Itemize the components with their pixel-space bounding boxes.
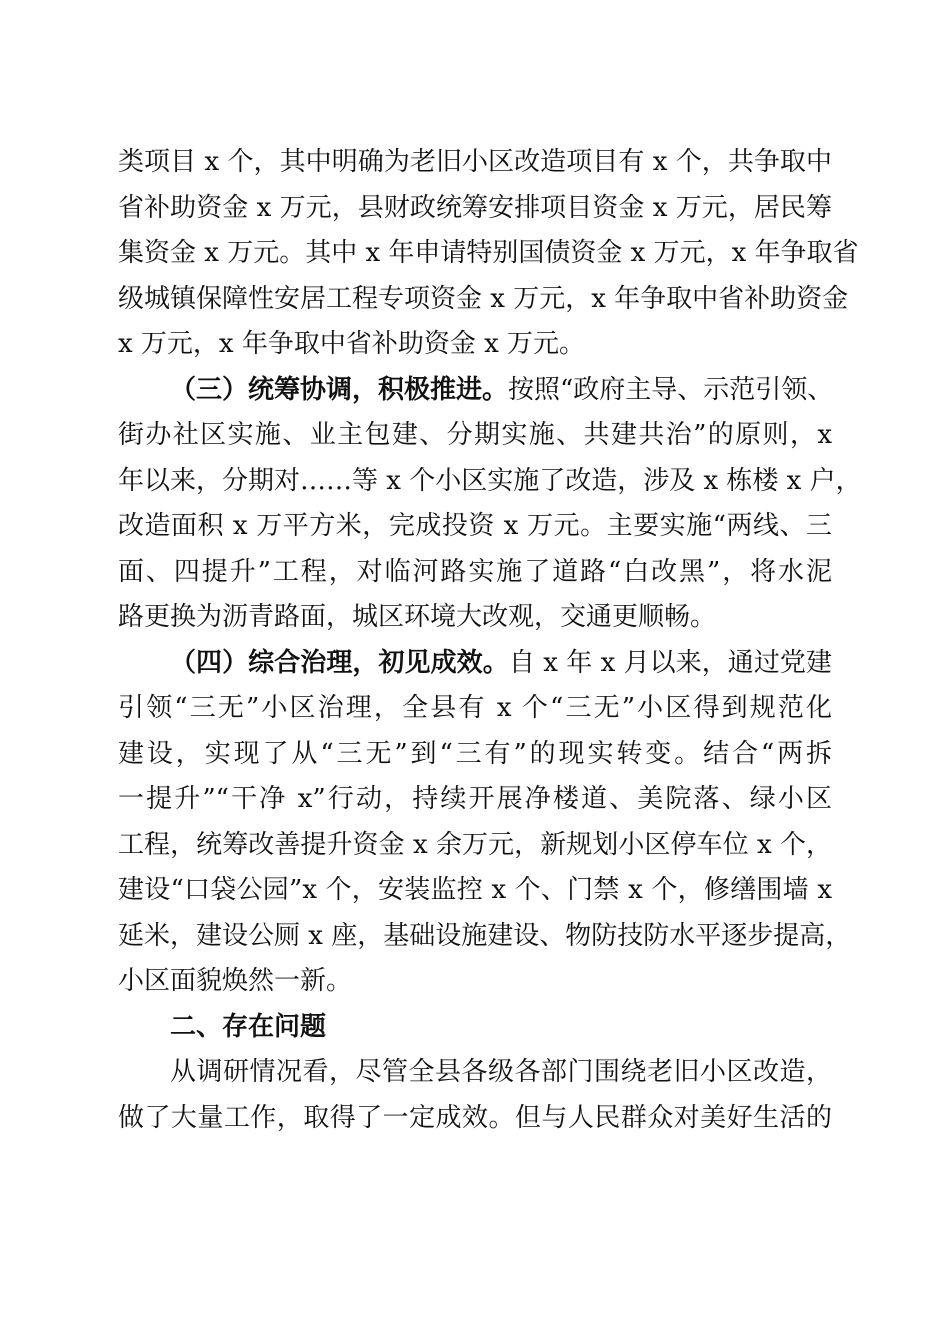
- text-line: 面、四提升”工程，对临河路实施了道路“白改黑”，将水泥: [118, 556, 832, 587]
- text-line: 年以来，分期对……等 x 个小区实施了改造，涉及 x 栋楼 x 户，: [118, 465, 862, 496]
- paragraph-coordination: [118, 368, 862, 641]
- paragraph-funding: [118, 140, 859, 368]
- text-line: 小区面貌焕然一新。: [118, 966, 353, 996]
- text-line: 一提升”“干净 x”行动，持续开展净楼道、美院落、绿小区: [118, 784, 832, 814]
- text-line: [118, 368, 832, 414]
- text-line: 从调研情况看，尽管全县各级各部门围绕老旧小区改造，: [170, 1057, 832, 1087]
- text-line: [118, 641, 832, 687]
- text-line: 路更换为沥青路面，城区环境大改观，交通更顺畅。: [118, 602, 717, 632]
- text-line: 改造面积 x 万平方米，完成投资 x 万元。主要实施“两线、三: [118, 511, 832, 541]
- text-line: 延米，建设公厕 x 座，基础设施建设、物防技防水平逐步提高，: [118, 920, 852, 951]
- text-run: 按照“政府主导、示范引领、: [508, 374, 834, 405]
- paragraph-governance: [118, 641, 852, 1005]
- text-line: x 万元，x 年争取中省补助资金 x 万元。: [118, 329, 586, 359]
- text-line: 建设“口袋公园”x 个，安装监控 x 个、门禁 x 个，修缮围墙 x: [118, 875, 832, 905]
- text-line: 引领“三无”小区治理，全县有 x 个“三无”小区得到规范化: [118, 693, 832, 723]
- text-run: 自 x 年 x 月以来，通过党建: [508, 647, 832, 678]
- text-line: 类项目 x 个，其中明确为老旧小区改造项目有 x 个，共争取中: [118, 147, 832, 177]
- document-body: [118, 140, 862, 1141]
- text-line: 街办社区实施、业主包建、分期实施、共建共治”的原则，x: [118, 420, 832, 450]
- text-line: 级城镇保障性安居工程专项资金 x 万元，x 年争取中省补助资金: [118, 283, 849, 314]
- section-lead-three: （三）统筹协调，积极推进。: [170, 374, 509, 405]
- section-heading-problems: 二、存在问题: [170, 1011, 327, 1042]
- text-line: 集资金 x 万元。其中 x 年申请特别国债资金 x 万元，x 年争取省: [118, 238, 859, 268]
- text-line: 工程，统筹改善提升资金 x 余万元，新规划小区停车位 x 个，: [118, 829, 832, 860]
- text-line: 建设，实现了从“三无”到“三有”的现实转变。结合“两拆: [118, 738, 832, 769]
- text-line: 做了大量工作，取得了一定成效。但与人民群众对美好生活的: [118, 1102, 832, 1133]
- section-lead-four: （四）综合治理，初见成效。: [170, 647, 509, 678]
- text-line: 省补助资金 x 万元，县财政统筹安排项目资金 x 万元，居民筹: [118, 192, 832, 223]
- paragraph-problems: [118, 1050, 832, 1141]
